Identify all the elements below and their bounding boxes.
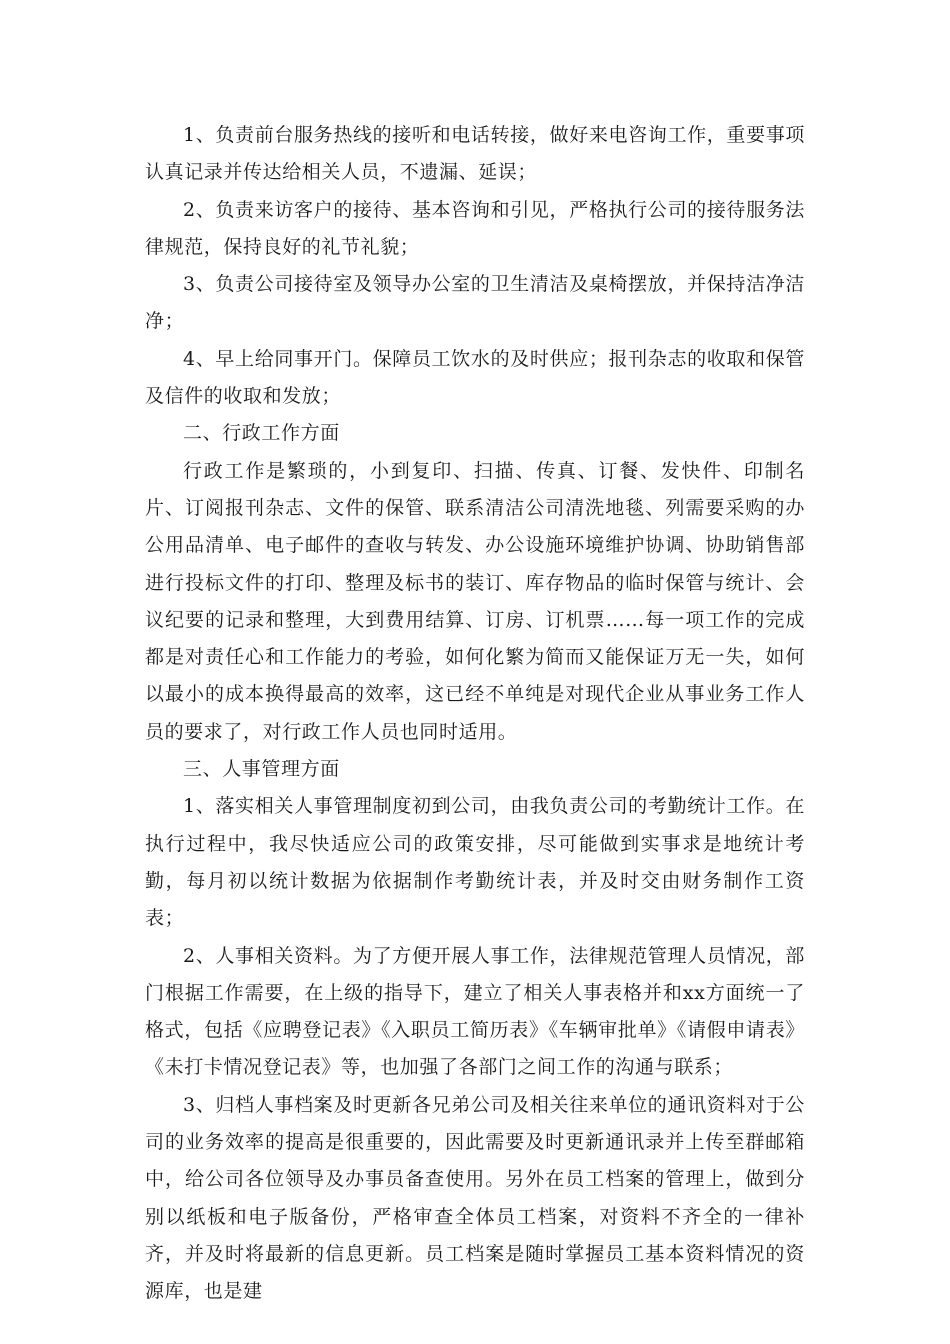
section-heading-admin: 二、行政工作方面 [183, 422, 340, 445]
paragraph-duty-3: 3、负责公司接待室及领导办公室的卫生清洁及桌椅摆放，并保持洁净洁净； [145, 273, 805, 333]
paragraph-duty-2: 2、负责来访客户的接待、基本咨询和引见，严格执行公司的接待服务法律规范，保持良好的礼节礼貌； [145, 198, 805, 258]
paragraph-duty-1: 1、负责前台服务热线的接听和电话转接，做好来电咨询工作，重要事项认真记录并传达给相关人员，不遗漏、延误； [145, 124, 805, 184]
paragraph-admin-work: 行政工作是繁琐的，小到复印、扫描、传真、订餐、发快件、印制名片、订阅报刊杂志、文件的保管、联系清洁公司清洗地毯、列需要采购的办公用品清单、电子邮件的查收与转发、办公设施环境维护协调、协助销售部进行投标文件的打印、整理及标书的装订、库存物品的临时保管与统计、会议纪要的记录和整理，大到费用结算、订房、订机票……每一项工作的完成都是对责任心和工作能力的考验，如何化繁为简而又能保证万无一失，如何以最小的成本换得最高的效率，这已经不单纯是对现代企业从事业务工作人员的要求了，对行政工作人员也同时适用。 [145, 459, 805, 743]
paragraph-duty-4: 4、早上给同事开门。保障员工饮水的及时供应；报刊杂志的收取和保管及信件的收取和发放； [145, 347, 805, 408]
paragraph-hr-3: 3、归档人事档案及时更新各兄弟公司及相关往来单位的通讯资料对于公司的业务效率的提高是很重要的，因此需要及时更新通讯录并上传至群邮箱中，给公司各位领导及办事员备查使用。另外在员工档案的管理上，做到分别以纸板和电子版备份，严格审查全体员工档案，对资料不齐全的一律补齐，并及时将最新的信息更新。员工档案是随时掌握员工基本资料情况的资源库，也是建 [145, 1093, 805, 1303]
paragraph-hr-2: 2、人事相关资料。为了方便开展人事工作，法律规范管理人员情况，部门根据工作需要，在上级的指导下，建立了相关人事表格并和xx方面统一了格式，包括《应聘登记表》《入职员工简历表》《车辆审批单》《请假申请表》《未打卡情况登记表》等，也加强了各部门之间工作的沟通与联系； [145, 944, 805, 1079]
section-heading-hr: 三、人事管理方面 [183, 758, 340, 781]
document-body [145, 117, 805, 1311]
paragraph-hr-1: 1、落实相关人事管理制度初到公司，由我负责公司的考勤统计工作。在执行过程中，我尽快适应公司的政策安排，尽可能做到实事求是地统计考勤，每月初以统计数据为依据制作考勤统计表，并及时交由财务制作工资表； [145, 795, 805, 930]
